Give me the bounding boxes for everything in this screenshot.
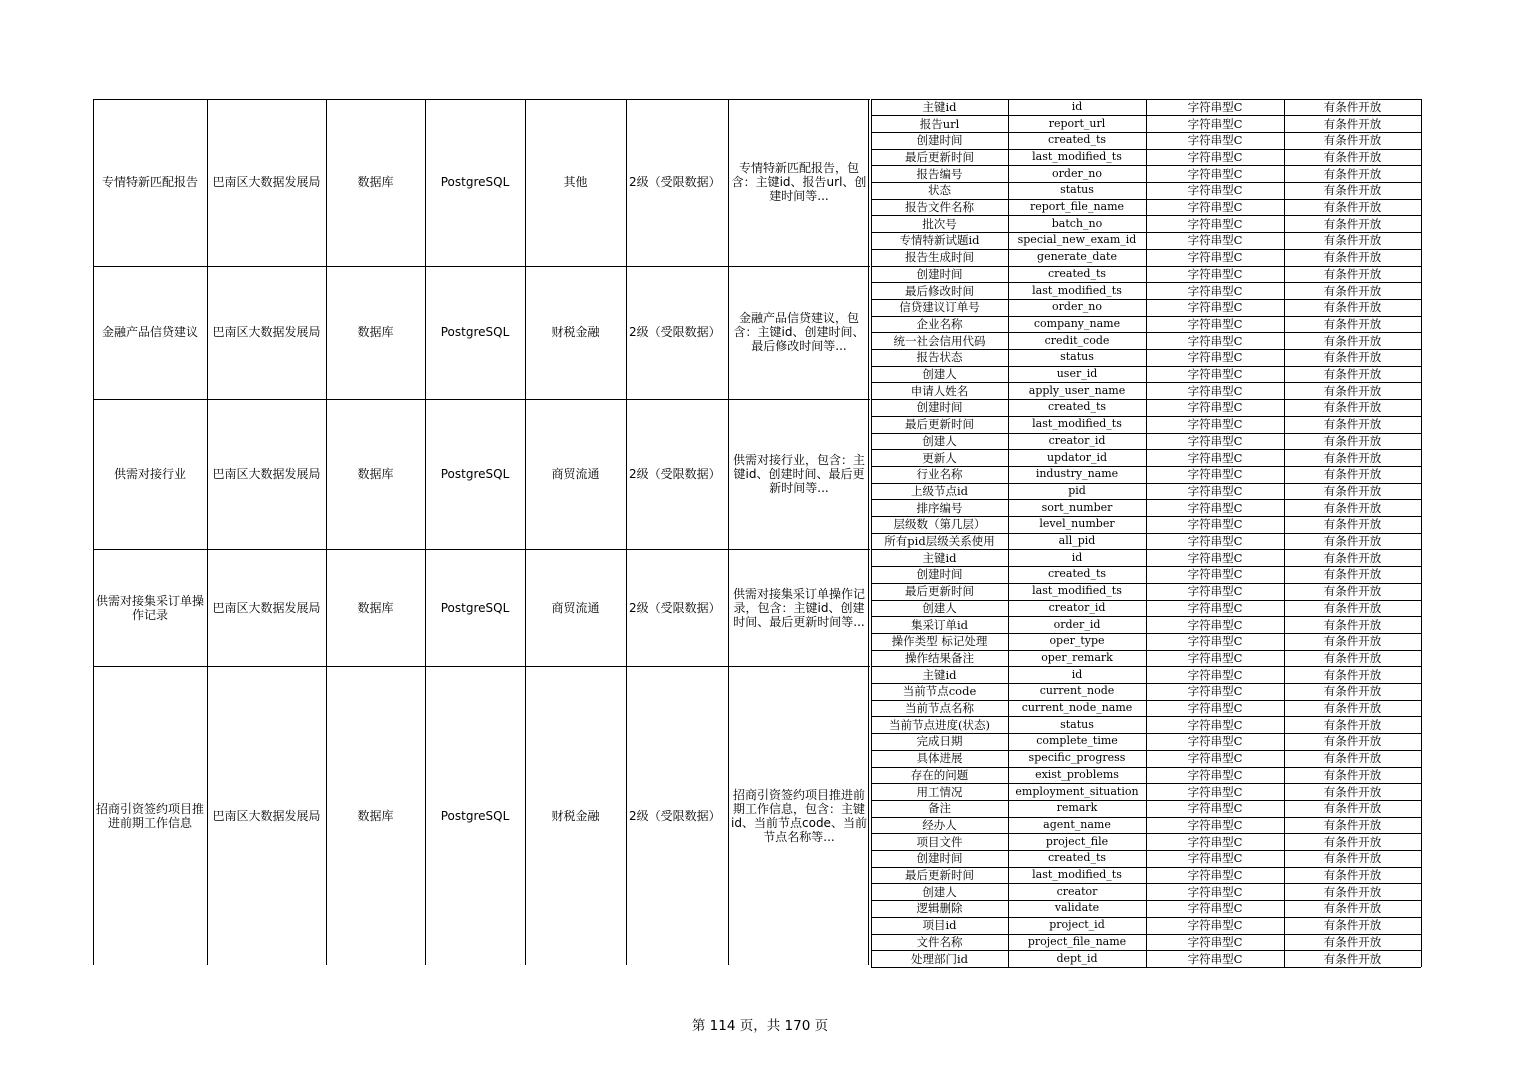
field-en-name: last_modified_ts	[1032, 149, 1122, 163]
field-type: 字符串型C	[1187, 350, 1243, 365]
field-type: 字符串型C	[1187, 617, 1243, 632]
record-department: 巴南区大数据发展局	[212, 467, 321, 482]
page-footer: 第 114 页，共 170 页	[691, 1018, 829, 1034]
field-cn-name: 统一社会信用代码	[893, 333, 986, 348]
field-type: 字符串型C	[1187, 584, 1243, 599]
field-open: 有条件开放	[1323, 99, 1382, 114]
field-cn-name: 最后更新时间	[905, 417, 974, 432]
field-en-name: agent_name	[1043, 817, 1111, 831]
field-en-name: specific_progress	[1028, 751, 1126, 765]
field-en-name: created_ts	[1047, 567, 1107, 581]
record-name: 招商引资签约项目推进前期工作信息	[96, 801, 205, 830]
field-type: 字符串型C	[1187, 951, 1243, 966]
field-type: 字符串型C	[1187, 450, 1243, 465]
record-name: 供需对接集采订单操作记录	[96, 593, 205, 622]
grid-line	[326, 99, 327, 966]
field-open: 有条件开放	[1323, 216, 1382, 231]
field-cn-name: 报告生成时间	[905, 250, 974, 265]
field-cn-name: 层级数（第几层）	[893, 517, 986, 532]
field-type: 字符串型C	[1187, 200, 1243, 215]
field-en-name: user_id	[1056, 367, 1098, 381]
field-type: 字符串型C	[1187, 216, 1243, 231]
field-en-name: project_file	[1045, 834, 1109, 848]
field-en-name: order_no	[1052, 166, 1102, 180]
field-cn-name: 创建时间	[916, 851, 963, 866]
grid-line	[1284, 99, 1285, 967]
field-open: 有条件开放	[1323, 767, 1382, 782]
field-cn-name: 行业名称	[916, 467, 963, 482]
field-type: 字符串型C	[1187, 483, 1243, 498]
grid-line	[626, 99, 627, 966]
field-open: 有条件开放	[1323, 166, 1382, 181]
field-open: 有条件开放	[1323, 817, 1382, 832]
field-cn-name: 操作类型 标记处理	[891, 634, 988, 649]
field-cn-name: 创建人	[922, 433, 957, 448]
field-open: 有条件开放	[1323, 918, 1382, 933]
field-open: 有条件开放	[1323, 801, 1382, 816]
field-open: 有条件开放	[1323, 133, 1382, 148]
field-open: 有条件开放	[1323, 149, 1382, 164]
field-type: 字符串型C	[1187, 116, 1243, 131]
field-open: 有条件开放	[1323, 500, 1382, 515]
field-open: 有条件开放	[1323, 550, 1382, 565]
field-open: 有条件开放	[1323, 233, 1382, 248]
field-type: 字符串型C	[1187, 266, 1243, 281]
field-cn-name: 最后更新时间	[905, 868, 974, 883]
record-category: 商贸流通	[551, 600, 600, 615]
field-open: 有条件开放	[1323, 567, 1382, 582]
field-open: 有条件开放	[1323, 650, 1382, 665]
grid-line	[1008, 99, 1009, 967]
field-en-name: current_node_name	[1021, 701, 1133, 715]
record-level: 2级（受限数据）	[629, 325, 721, 340]
field-en-name: level_number	[1039, 517, 1115, 531]
field-open: 有条件开放	[1323, 400, 1382, 415]
field-cn-name: 当前节点code	[902, 684, 977, 699]
record-desc: 招商引资签约项目推进前期工作信息，包含：主键id、当前节点code、当前节点名称等...	[731, 787, 867, 844]
field-cn-name: 信贷建议订单号	[899, 300, 980, 315]
field-cn-name: 项目id	[922, 918, 957, 933]
field-open: 有条件开放	[1323, 901, 1382, 916]
grid-line	[93, 99, 94, 966]
field-type: 字符串型C	[1187, 99, 1243, 114]
field-type: 字符串型C	[1187, 650, 1243, 665]
field-cn-name: 排序编号	[916, 500, 963, 515]
record-db: PostgreSQL	[440, 175, 510, 189]
field-en-name: id	[1071, 667, 1083, 681]
field-en-name: creator_id	[1048, 433, 1106, 447]
field-cn-name: 上级节点id	[910, 483, 969, 498]
field-type: 字符串型C	[1187, 684, 1243, 699]
grid-line	[425, 99, 426, 966]
field-cn-name: 集采订单id	[910, 617, 969, 632]
field-open: 有条件开放	[1323, 350, 1382, 365]
field-en-name: status	[1060, 350, 1094, 364]
record-department: 巴南区大数据发展局	[212, 325, 321, 340]
field-open: 有条件开放	[1323, 868, 1382, 883]
field-en-name: last_modified_ts	[1032, 417, 1122, 431]
field-cn-name: 创建人	[922, 884, 957, 899]
field-open: 有条件开放	[1323, 634, 1382, 649]
grid-line	[871, 967, 1421, 968]
grid-line	[207, 99, 208, 966]
field-type: 字符串型C	[1187, 667, 1243, 682]
field-cn-name: 主键id	[922, 99, 957, 114]
record-db: PostgreSQL	[440, 467, 510, 482]
field-type: 字符串型C	[1187, 801, 1243, 816]
field-type: 字符串型C	[1187, 918, 1243, 933]
grid-line	[728, 99, 729, 966]
field-cn-name: 创建时间	[916, 133, 963, 148]
field-en-name: special_new_exam_id	[1017, 233, 1137, 247]
field-en-name: status	[1060, 717, 1094, 731]
field-open: 有条件开放	[1323, 467, 1382, 482]
field-open: 有条件开放	[1323, 316, 1382, 331]
field-open: 有条件开放	[1323, 266, 1382, 281]
record-desc: 供需对接行业，包含：主键id、创建时间、最后更新时间等...	[732, 453, 865, 496]
field-type: 字符串型C	[1187, 300, 1243, 315]
field-cn-name: 更新人	[922, 450, 957, 465]
field-cn-name: 专情特新试题id	[899, 233, 980, 248]
field-type: 字符串型C	[1187, 784, 1243, 799]
field-en-name: validate	[1054, 901, 1100, 915]
field-type: 字符串型C	[1187, 133, 1243, 148]
record-category: 其他	[563, 175, 588, 189]
field-cn-name: 项目文件	[916, 834, 963, 849]
field-type: 字符串型C	[1187, 283, 1243, 298]
grid-line	[93, 99, 870, 100]
field-type: 字符串型C	[1187, 233, 1243, 248]
record-department: 巴南区大数据发展局	[212, 808, 321, 823]
grid-line	[868, 99, 869, 966]
field-cn-name: 批次号	[922, 216, 957, 231]
field-en-name: current_node	[1039, 684, 1115, 698]
field-open: 有条件开放	[1323, 383, 1382, 398]
field-en-name: sort_number	[1041, 500, 1113, 514]
record-department: 巴南区大数据发展局	[212, 600, 321, 615]
field-en-name: generate_date	[1037, 250, 1117, 264]
record-level: 2级（受限数据）	[629, 808, 721, 823]
field-open: 有条件开放	[1323, 333, 1382, 348]
field-cn-name: 报告url	[919, 116, 960, 131]
record-system-type: 数据库	[357, 325, 394, 340]
field-open: 有条件开放	[1323, 734, 1382, 749]
field-type: 字符串型C	[1187, 701, 1243, 716]
field-cn-name: 最后更新时间	[905, 149, 974, 164]
field-en-name: id	[1071, 550, 1083, 564]
field-en-name: order_no	[1052, 300, 1102, 314]
grid-line	[93, 549, 870, 550]
field-en-name: company_name	[1033, 316, 1121, 330]
field-cn-name: 当前节点名称	[905, 701, 974, 716]
field-cn-name: 当前节点进度(状态)	[889, 717, 990, 732]
field-cn-name: 创建时间	[916, 567, 963, 582]
field-type: 字符串型C	[1187, 400, 1243, 415]
field-open: 有条件开放	[1323, 183, 1382, 198]
field-en-name: created_ts	[1047, 851, 1107, 865]
record-system-type: 数据库	[357, 808, 394, 823]
field-cn-name: 存在的问题	[910, 767, 969, 782]
record-name: 金融产品信贷建议	[101, 325, 198, 340]
field-en-name: report_file_name	[1029, 200, 1125, 214]
field-cn-name: 完成日期	[916, 734, 963, 749]
field-cn-name: 报告状态	[916, 350, 963, 365]
field-type: 字符串型C	[1187, 751, 1243, 766]
field-cn-name: 操作结果备注	[905, 650, 974, 665]
record-name: 供需对接行业	[113, 467, 186, 482]
field-en-name: order_id	[1053, 617, 1101, 631]
record-db: PostgreSQL	[440, 325, 510, 340]
field-cn-name: 企业名称	[916, 316, 963, 331]
field-type: 字符串型C	[1187, 884, 1243, 899]
grid-line	[1146, 99, 1147, 967]
field-open: 有条件开放	[1323, 784, 1382, 799]
field-type: 字符串型C	[1187, 567, 1243, 582]
field-cn-name: 备注	[928, 801, 951, 816]
field-open: 有条件开放	[1323, 884, 1382, 899]
field-type: 字符串型C	[1187, 517, 1243, 532]
field-open: 有条件开放	[1323, 701, 1382, 716]
field-open: 有条件开放	[1323, 433, 1382, 448]
field-en-name: oper_type	[1049, 634, 1105, 648]
field-open: 有条件开放	[1323, 600, 1382, 615]
field-open: 有条件开放	[1323, 617, 1382, 632]
record-desc: 金融产品信贷建议，包含：主键id、创建时间、最后修改时间等...	[733, 311, 865, 354]
field-open: 有条件开放	[1323, 684, 1382, 699]
field-type: 字符串型C	[1187, 367, 1243, 382]
field-en-name: exist_problems	[1035, 767, 1119, 781]
field-en-name: status	[1060, 183, 1094, 197]
record-desc: 专情特新匹配报告，包含：主键id、报告url、创建时间等...	[731, 161, 867, 203]
record-system-type: 数据库	[357, 175, 394, 189]
field-type: 字符串型C	[1187, 166, 1243, 181]
field-type: 字符串型C	[1187, 433, 1243, 448]
field-type: 字符串型C	[1187, 250, 1243, 265]
field-type: 字符串型C	[1187, 316, 1243, 331]
field-en-name: remark	[1056, 801, 1098, 815]
field-cn-name: 经办人	[922, 817, 957, 832]
field-cn-name: 创建人	[922, 600, 957, 615]
grid-line	[93, 666, 870, 667]
grid-line	[871, 99, 872, 967]
field-type: 字符串型C	[1187, 333, 1243, 348]
record-category: 商贸流通	[551, 467, 600, 482]
field-type: 字符串型C	[1187, 901, 1243, 916]
field-open: 有条件开放	[1323, 367, 1382, 382]
field-en-name: project_id	[1049, 918, 1105, 932]
record-system-type: 数据库	[357, 467, 394, 482]
field-open: 有条件开放	[1323, 934, 1382, 949]
field-cn-name: 创建人	[922, 367, 957, 382]
field-en-name: pid	[1068, 483, 1086, 497]
field-cn-name: 逻辑删除	[916, 901, 963, 916]
field-cn-name: 报告文件名称	[905, 200, 974, 215]
record-db: PostgreSQL	[440, 808, 510, 823]
field-open: 有条件开放	[1323, 450, 1382, 465]
field-type: 字符串型C	[1187, 767, 1243, 782]
field-type: 字符串型C	[1187, 717, 1243, 732]
field-type: 字符串型C	[1187, 534, 1243, 549]
field-en-name: created_ts	[1047, 266, 1107, 280]
field-open: 有条件开放	[1323, 834, 1382, 849]
field-cn-name: 创建时间	[916, 400, 963, 415]
field-en-name: oper_remark	[1041, 650, 1113, 664]
field-open: 有条件开放	[1323, 534, 1382, 549]
field-en-name: creator	[1056, 884, 1098, 898]
record-name: 专情特新匹配报告	[101, 175, 198, 189]
record-department: 巴南区大数据发展局	[212, 175, 321, 189]
field-cn-name: 所有pid层级关系使用	[884, 534, 995, 549]
field-type: 字符串型C	[1187, 417, 1243, 432]
field-type: 字符串型C	[1187, 500, 1243, 515]
record-db: PostgreSQL	[440, 600, 510, 615]
field-cn-name: 申请人姓名	[910, 383, 969, 398]
field-type: 字符串型C	[1187, 634, 1243, 649]
field-en-name: updator_id	[1046, 450, 1108, 464]
record-level: 2级（受限数据）	[629, 600, 721, 615]
grid-line	[93, 399, 870, 400]
field-type: 字符串型C	[1187, 817, 1243, 832]
field-open: 有条件开放	[1323, 951, 1382, 966]
field-en-name: all_pid	[1058, 534, 1096, 548]
field-cn-name: 状态	[928, 183, 951, 198]
field-en-name: id	[1071, 99, 1083, 113]
field-en-name: complete_time	[1036, 734, 1118, 748]
field-en-name: last_modified_ts	[1032, 584, 1122, 598]
field-open: 有条件开放	[1323, 851, 1382, 866]
field-en-name: credit_code	[1044, 333, 1110, 347]
field-open: 有条件开放	[1323, 283, 1382, 298]
field-cn-name: 最后修改时间	[905, 283, 974, 298]
field-en-name: apply_user_name	[1028, 383, 1126, 397]
field-en-name: batch_no	[1051, 216, 1103, 230]
record-category: 财税金融	[551, 325, 600, 340]
field-cn-name: 主键id	[922, 667, 957, 682]
field-en-name: project_file_name	[1027, 934, 1127, 948]
field-open: 有条件开放	[1323, 417, 1382, 432]
record-level: 2级（受限数据）	[629, 467, 721, 482]
field-cn-name: 最后更新时间	[905, 584, 974, 599]
field-cn-name: 用工情况	[916, 784, 963, 799]
field-open: 有条件开放	[1323, 483, 1382, 498]
field-en-name: created_ts	[1047, 133, 1107, 147]
field-en-name: creator_id	[1048, 600, 1106, 614]
grid-line	[1421, 99, 1422, 967]
field-open: 有条件开放	[1323, 717, 1382, 732]
field-en-name: employment_situation	[1015, 784, 1139, 798]
field-open: 有条件开放	[1323, 250, 1382, 265]
field-en-name: last_modified_ts	[1032, 283, 1122, 297]
field-open: 有条件开放	[1323, 517, 1382, 532]
record-category: 财税金融	[551, 808, 600, 823]
field-type: 字符串型C	[1187, 600, 1243, 615]
field-cn-name: 创建时间	[916, 266, 963, 281]
field-cn-name: 报告编号	[916, 166, 963, 181]
field-type: 字符串型C	[1187, 868, 1243, 883]
field-cn-name: 处理部门id	[910, 951, 969, 966]
field-cn-name: 主键id	[922, 550, 957, 565]
field-type: 字符串型C	[1187, 183, 1243, 198]
field-en-name: report_url	[1048, 116, 1106, 130]
field-en-name: industry_name	[1035, 467, 1119, 481]
field-type: 字符串型C	[1187, 149, 1243, 164]
field-en-name: last_modified_ts	[1032, 868, 1122, 882]
grid-line	[525, 99, 526, 966]
field-type: 字符串型C	[1187, 734, 1243, 749]
field-type: 字符串型C	[1187, 851, 1243, 866]
field-open: 有条件开放	[1323, 300, 1382, 315]
field-type: 字符串型C	[1187, 383, 1243, 398]
field-open: 有条件开放	[1323, 667, 1382, 682]
record-level: 2级（受限数据）	[629, 175, 721, 189]
field-open: 有条件开放	[1323, 116, 1382, 131]
field-open: 有条件开放	[1323, 751, 1382, 766]
field-type: 字符串型C	[1187, 834, 1243, 849]
field-en-name: dept_id	[1056, 951, 1098, 965]
record-desc: 供需对接集采订单操作记录，包含：主键id、创建时间、最后更新时间等...	[732, 586, 865, 629]
field-open: 有条件开放	[1323, 584, 1382, 599]
field-type: 字符串型C	[1187, 934, 1243, 949]
field-type: 字符串型C	[1187, 550, 1243, 565]
field-open: 有条件开放	[1323, 200, 1382, 215]
record-system-type: 数据库	[357, 600, 394, 615]
field-cn-name: 具体进展	[916, 751, 963, 766]
field-type: 字符串型C	[1187, 467, 1243, 482]
field-cn-name: 文件名称	[916, 934, 963, 949]
field-en-name: created_ts	[1047, 400, 1107, 414]
grid-line	[93, 266, 870, 267]
